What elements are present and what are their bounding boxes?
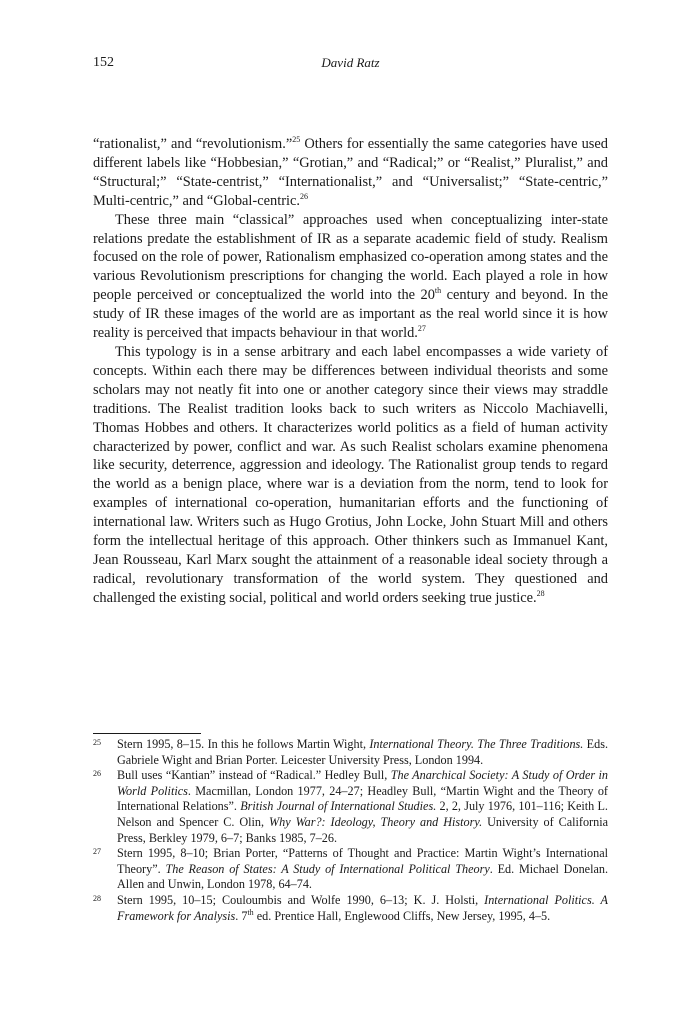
footnote-title: The Reason of States: A Study of International Political Theory xyxy=(165,861,490,876)
footnote-text: Stern 1995, 8–10; Brian Porter, “Patterns of Thought and Practice: Martin Wight’s International Theory”. xyxy=(117,846,608,876)
footnote-text: . 7 xyxy=(235,908,248,923)
footnote-ref-27[interactable]: 27 xyxy=(417,324,426,334)
footnote-text: Bull uses “Kantian” instead of “Radical.” Hedley Bull, xyxy=(117,768,391,783)
footnote-28 xyxy=(93,893,608,924)
paragraph-1 xyxy=(93,135,608,211)
paragraph-text: “rationalist,” and “revolutionism.” xyxy=(93,136,293,152)
footnote-number: 26 xyxy=(93,769,101,779)
footnote-text: Stern 1995, 8–15. In this he follows Martin Wight, xyxy=(117,737,370,751)
footnote-text: 2, 2, July 1976, 101–116; Keith L. Nelson and Spencer C. Olin, xyxy=(117,799,608,829)
paragraph-text: Others for essentially the same categories have used different labels like “Hobbesian,” “Grotian,” and “Radical;” or “Realist,” Pluralist,” and “Structural;” “State-centrist,” “Internationalist,” and “Universalist;” “State-centric,” Multi-centric,” and “Global-centric. xyxy=(93,136,608,209)
ordinal-superscript: th xyxy=(247,907,254,917)
footnote-26 xyxy=(93,768,608,846)
footnote-text: University of California Press, Berkley 1979, 6–7; Banks 1985, 7–26. xyxy=(117,814,608,845)
footnote-title: International Theory. The Three Traditions. xyxy=(369,737,584,751)
footnote-number: 25 xyxy=(93,738,101,747)
ordinal-superscript: th xyxy=(434,286,442,296)
paragraph-3 xyxy=(93,343,608,608)
footnote-title: International Politics. A Framework for Analysis xyxy=(117,892,608,923)
footnote-title: Why War?: Ideology, Theory and History. xyxy=(268,814,483,829)
paragraph-2 xyxy=(93,211,608,343)
running-head-author: David Ratz xyxy=(321,55,380,70)
footnote-separator xyxy=(93,733,201,734)
footnote-text: . Ed. Michael Donelan. Allen and Unwin, London 1978, 64–74. xyxy=(117,861,609,892)
page-number: 152 xyxy=(93,55,114,70)
footnote-25 xyxy=(93,737,608,768)
paragraph-text: This typology is in a sense arbitrary and each label encompasses a wide variety of concepts. Within each there may be differences between individual theorists and some scholars may not neatly fit into one or another category since their views may straddle traditions. The Realist tradition looks back to such writers as Niccolo Machiavelli, Thomas Hobbes and others. It characterizes world politics as a field of human activity characterized by power, conflict and war. As such Realist scholars examine phenomena like security, deterrence, aggression and ideology. The Rationalist group tends to regard the world as a benign place, where war is a deviation from the norm, tend to look for examples of international co-operation, humanitarian efforts and the functioning of international law. Writers such as Hugo Grotius, John Locke, John Stuart Mill and others form the intellectual heritage of this approach. Other thinkers such as Immanuel Kant, Jean Rousseau, Karl Marx sought the attainment of a reasonable ideal society through a radical, revolutionary transformation of the world system. They questioned and challenged the existing social, political and world orders seeking true justice. xyxy=(93,343,608,606)
footnote-text: Eds. Gabriele Wight and Brian Porter. Leicester University Press, London 1994. xyxy=(117,737,609,767)
paragraph-text: century and beyond. In the study of IR these images of the world are as important as the real world since it is how reality is perceived that impacts behaviour in that world. xyxy=(93,287,608,342)
paragraph-text: These three main “classical” approaches used when conceptualizing inter-state relations predate the establishment of IR as a separate academic field of study. Realism focused on the role of power, Rationalism emphasized co-operation among states and the various Revolutionism prescriptions for changing the world. Each played a role in how people perceived or conceptualized the world into the 20 xyxy=(93,211,608,304)
footnote-ref-28[interactable]: 28 xyxy=(536,588,545,598)
footnote-text: ed. Prentice Hall, Englewood Cliffs, New Jersey, 1995, 4–5. xyxy=(253,908,551,923)
footnote-ref-26[interactable]: 26 xyxy=(299,191,308,201)
footnote-text: Stern 1995, 10–15; Couloumbis and Wolfe 1990, 6–13; K. J. Holsti, xyxy=(117,892,485,907)
footnote-number: 28 xyxy=(93,893,101,903)
footnote-title: British Journal of International Studies. xyxy=(240,799,437,814)
page-header xyxy=(93,55,608,75)
footnote-text: . Macmillan, London 1977, 24–27; Headley Bull, “Martin Wight and the Theory of International Relations”. xyxy=(117,783,608,814)
footnote-number: 27 xyxy=(93,847,101,857)
body-text xyxy=(93,135,608,608)
footnotes xyxy=(93,737,608,924)
footnote-27 xyxy=(93,846,608,893)
footnote-ref-25[interactable]: 25 xyxy=(292,135,301,145)
footnote-title: The Anarchical Society: A Study of Order in World Politics xyxy=(117,768,608,798)
